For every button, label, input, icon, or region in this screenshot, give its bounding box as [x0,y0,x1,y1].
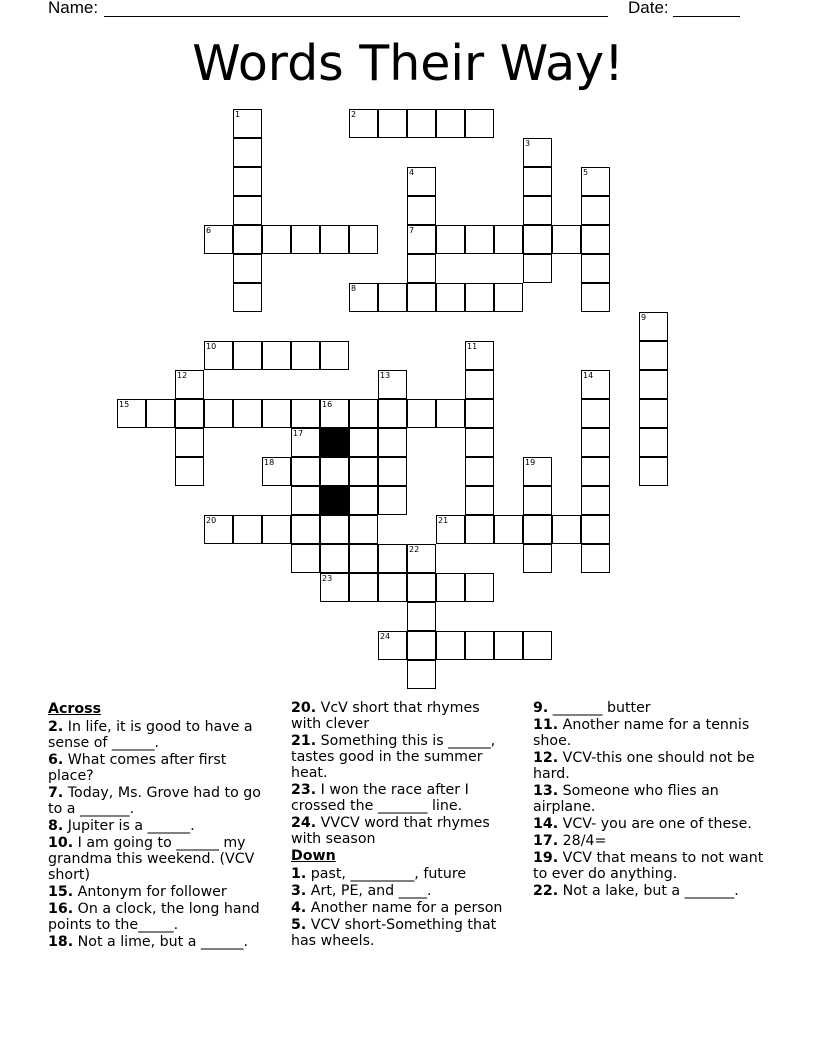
grid-cell[interactable] [523,254,552,283]
clue-text: VCV that means to not want to ever do anything. [533,850,764,882]
grid-cell[interactable] [581,515,610,544]
clue-item [291,866,513,882]
clue-item [291,917,513,949]
grid-cell[interactable] [436,225,465,254]
grid-cell[interactable] [581,544,610,573]
grid-cell[interactable] [581,457,610,486]
clue-text: I won the race after I crossed the _______ line. [291,782,469,814]
grid-cell[interactable] [175,457,204,486]
grid-cell[interactable] [204,515,233,544]
clue-item [291,815,513,847]
clue-number: 8 [351,284,357,293]
clue-number-label: 7. [48,785,64,801]
grid-cell[interactable] [639,457,668,486]
clue-number: 15 [119,400,130,409]
clue-item [533,883,768,899]
grid-cell[interactable] [175,399,204,428]
clue-number: 18 [264,458,275,467]
grid-cell[interactable] [581,254,610,283]
grid-cell[interactable] [465,486,494,515]
clue-number: 20 [206,516,217,525]
clue-text: On a clock, the long hand points to the_____. [48,901,260,933]
grid-cell[interactable] [349,283,378,312]
clue-number-label: 22. [533,883,559,899]
grid-cell[interactable] [523,486,552,515]
grid-cell[interactable] [146,399,175,428]
grid-cell[interactable] [407,283,436,312]
grid-cell[interactable] [233,399,262,428]
clue-number-label: 13. [533,783,559,799]
clue-number-label: 21. [291,733,317,749]
grid-cell[interactable] [378,631,407,660]
clue-number-label: 2. [48,719,64,735]
grid-cell[interactable] [349,399,378,428]
clues-column-3 [533,700,768,900]
clue-text: Antonym for follower [77,884,227,900]
clue-item [533,850,768,882]
grid-cell[interactable] [436,109,465,138]
grid-cell[interactable] [349,109,378,138]
clue-number: 10 [206,342,217,351]
grid-cell[interactable] [378,399,407,428]
name-label: Name: [48,0,99,17]
grid-cell[interactable] [204,341,233,370]
grid-cell[interactable] [378,428,407,457]
grid-cell[interactable] [233,515,262,544]
grid-cell[interactable] [233,283,262,312]
grid-cell[interactable] [465,283,494,312]
clue-number-label: 16. [48,901,74,917]
grid-cell[interactable] [291,225,320,254]
grid-cell[interactable] [465,399,494,428]
grid-cell[interactable] [291,544,320,573]
grid-cell[interactable] [523,225,552,254]
grid-cell[interactable] [378,283,407,312]
clue-item [291,782,513,814]
grid-cell[interactable] [436,399,465,428]
grid-cell[interactable] [349,486,378,515]
clues-column-1 [48,700,270,951]
grid-cell[interactable] [291,486,320,515]
grid-cell[interactable] [494,225,523,254]
grid-cell[interactable] [407,167,436,196]
grid-cell[interactable] [320,341,349,370]
grid-cell[interactable] [465,370,494,399]
grid-cell[interactable] [175,428,204,457]
grid-cell[interactable] [639,428,668,457]
black-cell [320,428,349,457]
clue-text: I am going to ______ my grandma this weekend. (VCV short) [48,835,255,883]
clue-number: 7 [409,226,415,235]
clue-section-heading: Across [48,701,102,717]
grid-cell[interactable] [581,428,610,457]
grid-cell[interactable] [407,225,436,254]
grid-cell[interactable] [436,515,465,544]
clue-text: Another name for a person [310,900,503,916]
grid-cell[interactable] [349,457,378,486]
grid-cell[interactable] [465,631,494,660]
grid-cell[interactable] [291,515,320,544]
clue-number: 21 [438,516,449,525]
grid-cell[interactable] [581,225,610,254]
grid-cell[interactable] [407,573,436,602]
clues-column-2 [291,700,513,950]
clue-item [291,700,513,732]
clue-number: 5 [583,168,589,177]
clue-item [48,835,270,883]
clue-text: What comes after first place? [48,752,227,784]
clue-number-label: 1. [291,866,307,882]
grid-cell[interactable] [407,602,436,631]
grid-cell[interactable] [233,109,262,138]
clue-text: Something this is ______, tastes good in the summer heat. [291,733,496,781]
grid-cell[interactable] [523,544,552,573]
grid-cell[interactable] [523,167,552,196]
clue-text: VCV-this one should not be hard. [533,750,755,782]
grid-cell[interactable] [523,457,552,486]
clue-text: Not a lime, but a ______. [77,934,249,950]
grid-cell[interactable] [262,341,291,370]
clue-number: 16 [322,400,333,409]
grid-cell[interactable] [581,486,610,515]
grid-cell[interactable] [494,631,523,660]
clue-number: 9 [641,313,647,322]
clue-item [48,884,270,900]
grid-cell[interactable] [349,428,378,457]
clue-item [48,752,270,784]
grid-cell[interactable] [407,631,436,660]
grid-cell[interactable] [204,399,233,428]
clue-item [48,785,270,817]
grid-cell[interactable] [204,225,233,254]
clue-text: VCV- you are one of these. [562,816,752,832]
grid-cell[interactable] [552,515,581,544]
clue-item [48,719,270,751]
grid-cell[interactable] [639,399,668,428]
grid-cell[interactable] [465,109,494,138]
clue-number: 12 [177,371,188,380]
clue-number-label: 17. [533,833,559,849]
grid-cell[interactable] [407,544,436,573]
grid-cell[interactable] [378,370,407,399]
grid-cell[interactable] [378,109,407,138]
grid-cell[interactable] [291,399,320,428]
clue-number-label: 3. [291,883,307,899]
grid-cell[interactable] [233,341,262,370]
clue-text: Another name for a tennis shoe. [533,717,750,749]
grid-cell[interactable] [407,254,436,283]
clue-number-label: 23. [291,782,317,798]
grid-cell[interactable] [233,254,262,283]
grid-cell[interactable] [349,573,378,602]
clue-number: 19 [525,458,536,467]
grid-cell[interactable] [407,660,436,689]
grid-cell[interactable] [465,573,494,602]
grid-cell[interactable] [117,399,146,428]
grid-cell[interactable] [233,138,262,167]
clue-number: 24 [380,632,391,641]
grid-cell[interactable] [320,573,349,602]
clue-text: _______ butter [552,700,651,716]
clue-number-label: 9. [533,700,549,716]
name-field[interactable] [104,16,608,17]
grid-cell[interactable] [465,515,494,544]
grid-cell[interactable] [349,544,378,573]
clue-text: 28/4= [562,833,607,849]
clue-text: Not a lake, but a _______. [562,883,739,899]
grid-cell[interactable] [233,167,262,196]
grid-cell[interactable] [262,457,291,486]
clue-number: 2 [351,110,357,119]
clue-number-label: 18. [48,934,74,950]
grid-cell[interactable] [465,225,494,254]
date-field[interactable] [673,16,740,17]
grid-cell[interactable] [262,399,291,428]
clue-text: Jupiter is a ______. [67,818,195,834]
grid-cell[interactable] [262,515,291,544]
clue-number: 3 [525,139,531,148]
grid-cell[interactable] [523,196,552,225]
grid-cell[interactable] [494,515,523,544]
grid-cell[interactable] [233,225,262,254]
clue-number: 1 [235,110,241,119]
clue-text: VVCV word that rhymes with season [291,815,490,847]
clue-text: VCV short-Something that has wheels. [291,917,497,949]
grid-cell[interactable] [465,341,494,370]
grid-cell[interactable] [436,283,465,312]
grid-cell[interactable] [581,370,610,399]
clue-item [533,783,768,815]
clue-item [533,700,768,716]
clue-number: 6 [206,226,212,235]
clue-text: Art, PE, and ____. [310,883,432,899]
grid-cell[interactable] [407,196,436,225]
grid-cell[interactable] [349,225,378,254]
clue-item [533,717,768,749]
grid-cell[interactable] [523,515,552,544]
grid-cell[interactable] [436,573,465,602]
grid-cell[interactable] [639,312,668,341]
grid-cell[interactable] [639,341,668,370]
grid-cell[interactable] [378,573,407,602]
clue-number: 4 [409,168,415,177]
grid-cell[interactable] [465,457,494,486]
grid-cell[interactable] [552,225,581,254]
clue-number-label: 6. [48,752,64,768]
clue-number-label: 24. [291,815,317,831]
grid-cell[interactable] [175,370,204,399]
clue-item [533,816,768,832]
grid-cell[interactable] [349,515,378,544]
grid-cell[interactable] [465,428,494,457]
clue-text: Someone who flies an airplane. [533,783,719,815]
grid-cell[interactable] [407,109,436,138]
clue-text: In life, it is good to have a sense of ______. [48,719,253,751]
clue-number: 13 [380,371,391,380]
clue-text: Today, Ms. Grove had to go to a _______. [48,785,261,817]
grid-cell[interactable] [639,370,668,399]
grid-cell[interactable] [320,515,349,544]
clue-number-label: 5. [291,917,307,933]
grid-cell[interactable] [320,544,349,573]
clue-item [291,883,513,899]
grid-cell[interactable] [291,428,320,457]
grid-cell[interactable] [262,225,291,254]
clue-number: 22 [409,545,420,554]
grid-cell[interactable] [378,486,407,515]
grid-cell[interactable] [378,544,407,573]
grid-cell[interactable] [320,225,349,254]
grid-cell[interactable] [291,341,320,370]
clue-item [48,934,270,950]
clue-number-label: 8. [48,818,64,834]
clue-item [291,733,513,781]
grid-cell[interactable] [436,631,465,660]
clue-item [291,900,513,916]
clue-text: VcV short that rhymes with clever [291,700,480,732]
grid-cell[interactable] [523,138,552,167]
clue-number: 11 [467,342,478,351]
grid-cell[interactable] [581,167,610,196]
clue-item [48,901,270,933]
grid-cell[interactable] [523,631,552,660]
clue-number: 23 [322,574,333,583]
grid-cell[interactable] [291,457,320,486]
grid-cell[interactable] [320,399,349,428]
clue-item [533,833,768,849]
page-title: Words Their Way! [192,35,624,92]
grid-cell[interactable] [320,457,349,486]
clue-number: 17 [293,429,304,438]
grid-cell[interactable] [407,399,436,428]
clue-section-heading: Down [291,848,336,864]
grid-cell[interactable] [581,283,610,312]
clue-number-label: 12. [533,750,559,766]
clue-number-label: 19. [533,850,559,866]
grid-cell[interactable] [581,399,610,428]
grid-cell[interactable] [378,457,407,486]
grid-cell[interactable] [233,196,262,225]
clue-text: past, _________, future [310,866,467,882]
clue-number-label: 4. [291,900,307,916]
clue-number-label: 10. [48,835,74,851]
clue-number-label: 14. [533,816,559,832]
grid-cell[interactable] [581,196,610,225]
date-label: Date: [628,0,669,17]
black-cell [320,486,349,515]
clue-number-label: 11. [533,717,559,733]
clue-number-label: 15. [48,884,74,900]
clue-number-label: 20. [291,700,317,716]
clue-number: 14 [583,371,594,380]
clue-item [48,818,270,834]
grid-cell[interactable] [494,283,523,312]
clue-item [533,750,768,782]
